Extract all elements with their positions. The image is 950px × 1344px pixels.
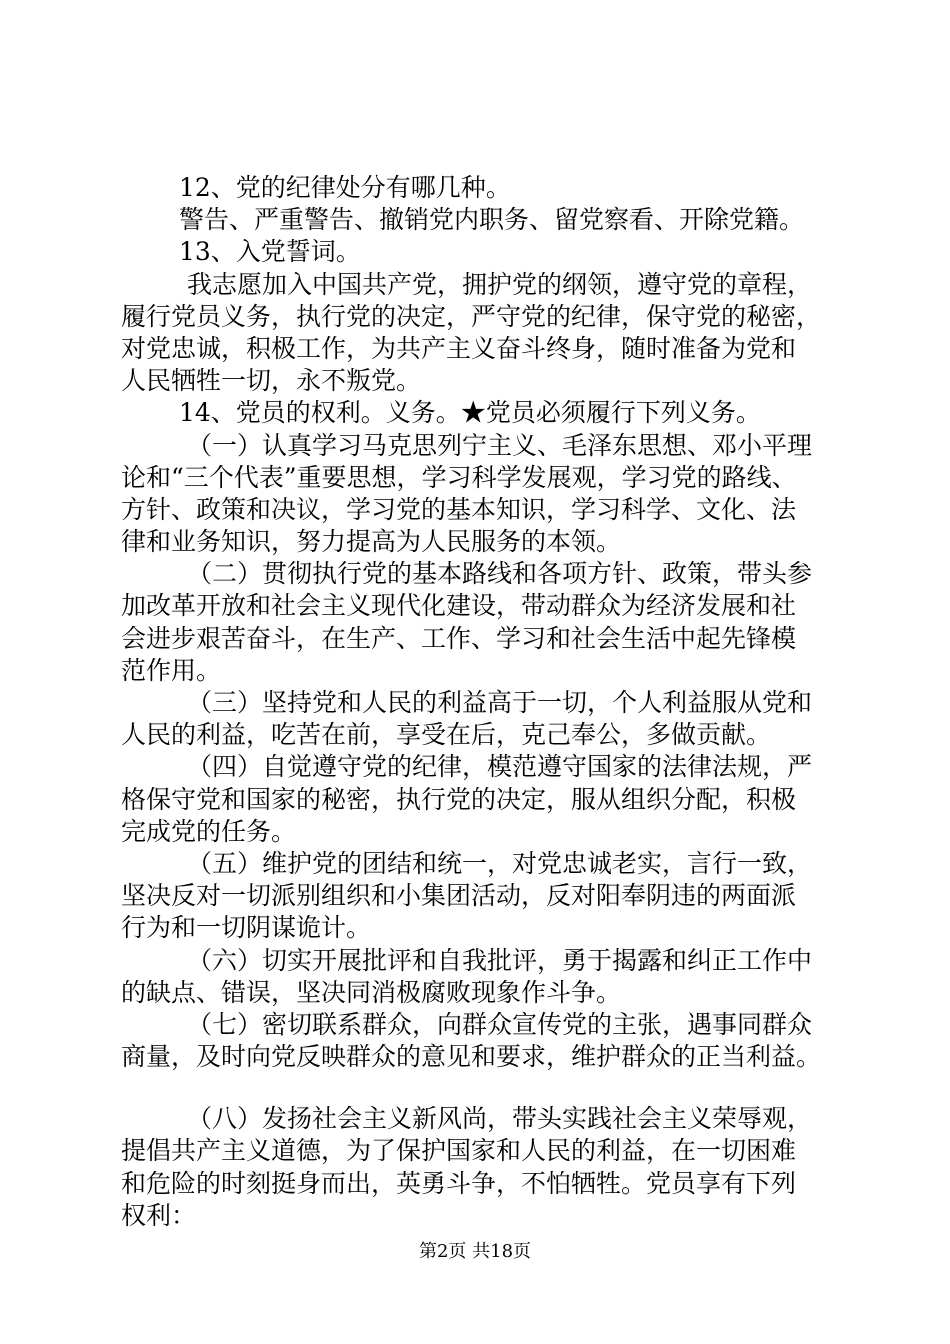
oath-line: 对党忠诚，积极工作，为共产主义奋斗终身，随时准备为党和 bbox=[121, 333, 797, 363]
duty-8-line: 和危险的时刻挺身而出，英勇斗争，不怕牺牲。党员享有下列 bbox=[121, 1168, 797, 1198]
duty-1-line: （一）认真学习马克思列宁主义、毛泽东思想、邓小平理 bbox=[187, 430, 813, 460]
duty-4-line: 完成党的任务。 bbox=[121, 816, 297, 846]
oath-line: 我志愿加入中国共产党，拥护党的纲领，遵守党的章程， bbox=[187, 269, 813, 299]
duty-4-line: 格保守党和国家的秘密，执行党的决定，服从组织分配，积极 bbox=[121, 784, 797, 814]
paragraph-gap bbox=[121, 1073, 851, 1103]
question-13: 13、入党誓词。 bbox=[179, 237, 361, 267]
oath-line: 履行党员义务，执行党的决定，严守党的纪律，保守党的秘密， bbox=[121, 301, 822, 331]
question-14: 14、党员的权利。义务。★党员必须履行下列义务。 bbox=[179, 398, 761, 428]
answer-12: 警告、严重警告、撤销党内职务、留党察看、开除党籍。 bbox=[179, 205, 805, 235]
duty-6-line: 的缺点、错误，坚决同消极腐败现象作斗争。 bbox=[121, 977, 622, 1007]
duty-8-line: 权利： bbox=[121, 1200, 197, 1230]
duty-2-line: （二）贯彻执行党的基本路线和各项方针、政策，带头参 bbox=[187, 559, 813, 589]
duty-5-line: 行为和一切阴谋诡计。 bbox=[121, 913, 372, 943]
duty-1-line: 律和业务知识，努力提高为人民服务的本领。 bbox=[121, 527, 622, 557]
duty-3-line: （三）坚持党和人民的利益高于一切，个人利益服从党和 bbox=[187, 688, 813, 717]
duty-7-line: 商量，及时向党反映群众的意见和要求，维护群众的正当利益。 bbox=[121, 1042, 822, 1072]
duty-2-line: 会进步艰苦奋斗，在生产、工作、学习和社会生活中起先锋模 bbox=[121, 623, 797, 653]
duty-1-line: 论和“三个代表”重要思想，学习科学发展观，学习党的路线、 bbox=[121, 462, 797, 492]
oath-line: 人民牺牲一切，永不叛党。 bbox=[121, 366, 422, 396]
page-number-footer: 第2页 共18页 bbox=[418, 1241, 532, 1262]
duty-5-line: 坚决反对一切派别组织和小集团活动，反对阳奉阴违的两面派 bbox=[121, 881, 797, 911]
duty-8-line: 提倡共产主义道德，为了保护国家和人民的利益，在一切困难 bbox=[121, 1136, 797, 1166]
duty-1-line: 方针、政策和决议，学习党的基本知识，学习科学、文化、法 bbox=[121, 494, 797, 524]
duty-4-line: （四）自觉遵守党的纪律，模范遵守国家的法律法规，严 bbox=[187, 752, 813, 782]
duty-2-line: 加改革开放和社会主义现代化建设，带动群众为经济发展和社 bbox=[121, 591, 797, 621]
duty-6-line: （六）切实开展批评和自我批评，勇于揭露和纠正工作中 bbox=[187, 945, 813, 975]
question-12: 12、党的纪律处分有哪几种。 bbox=[179, 173, 511, 202]
document-body bbox=[121, 172, 851, 1232]
duty-2-line: 范作用。 bbox=[121, 655, 222, 685]
duty-8-line: （八）发扬社会主义新风尚，带头实践社会主义荣辱观， bbox=[187, 1104, 813, 1134]
duty-5-line: （五）维护党的团结和统一，对党忠诚老实，言行一致， bbox=[187, 848, 813, 878]
duty-7-line: （七）密切联系群众，向群众宣传党的主张，遇事同群众 bbox=[187, 1009, 813, 1039]
duty-3-line: 人民的利益，吃苦在前，享受在后，克己奉公，多做贡献。 bbox=[121, 720, 772, 750]
